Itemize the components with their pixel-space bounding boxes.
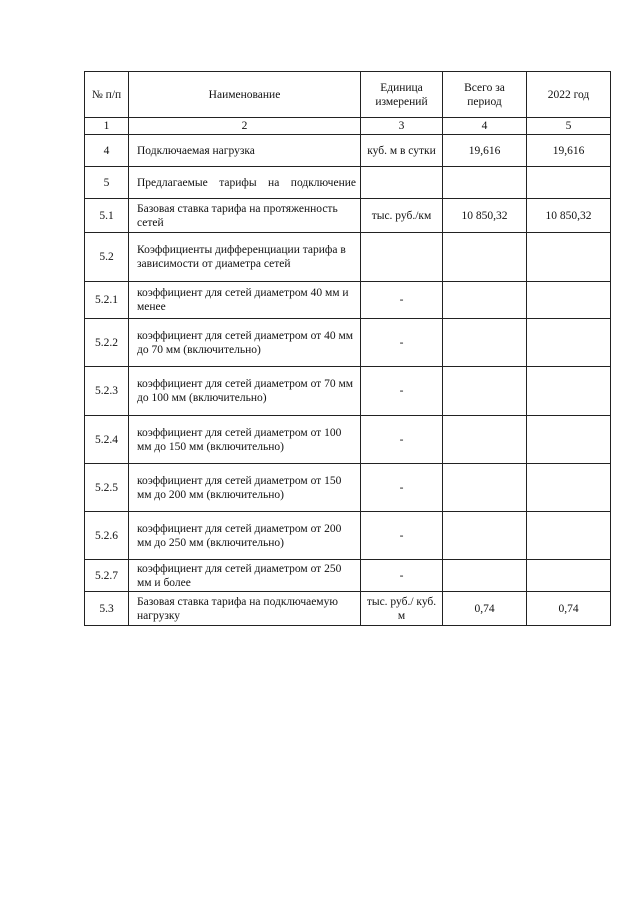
row-total: 10 850,32 bbox=[443, 199, 527, 233]
header-year: 2022 год bbox=[527, 72, 611, 118]
row-total bbox=[443, 464, 527, 512]
table-row bbox=[85, 512, 611, 560]
row-year bbox=[527, 560, 611, 592]
row-year bbox=[527, 464, 611, 512]
row-name: Предлагаемые тарифы на подключение bbox=[129, 167, 361, 199]
row-name: Базовая ставка тарифа на подключаемую нагрузку bbox=[129, 592, 361, 626]
row-num: 4 bbox=[85, 135, 129, 167]
row-name: коэффициент для сетей диаметром от 200 мм до 250 мм (включительно) bbox=[129, 512, 361, 560]
table-row bbox=[85, 233, 611, 282]
row-year: 19,616 bbox=[527, 135, 611, 167]
row-unit: тыс. руб./км bbox=[361, 199, 443, 233]
row-total bbox=[443, 282, 527, 319]
row-total bbox=[443, 367, 527, 416]
header-name: Наименование bbox=[129, 72, 361, 118]
row-name: Базовая ставка тарифа на протяженность сетей bbox=[129, 199, 361, 233]
column-index-row bbox=[85, 118, 611, 135]
row-num: 5.2.1 bbox=[85, 282, 129, 319]
row-year bbox=[527, 233, 611, 282]
row-year bbox=[527, 367, 611, 416]
index-cell: 5 bbox=[527, 118, 611, 135]
row-total bbox=[443, 319, 527, 367]
row-num: 5.2.2 bbox=[85, 319, 129, 367]
table-row bbox=[85, 464, 611, 512]
row-unit bbox=[361, 233, 443, 282]
index-cell: 2 bbox=[129, 118, 361, 135]
table-row bbox=[85, 135, 611, 167]
row-num: 5.1 bbox=[85, 199, 129, 233]
row-unit: - bbox=[361, 282, 443, 319]
table-row bbox=[85, 319, 611, 367]
row-unit: - bbox=[361, 367, 443, 416]
row-year bbox=[527, 416, 611, 464]
row-num: 5.3 bbox=[85, 592, 129, 626]
row-name: коэффициент для сетей диаметром от 100 мм до 150 мм (включительно) bbox=[129, 416, 361, 464]
row-total bbox=[443, 416, 527, 464]
table-row bbox=[85, 560, 611, 592]
table-header-row bbox=[85, 72, 611, 118]
row-unit: - bbox=[361, 319, 443, 367]
row-total: 0,74 bbox=[443, 592, 527, 626]
row-year bbox=[527, 167, 611, 199]
row-total bbox=[443, 512, 527, 560]
table-row bbox=[85, 367, 611, 416]
row-name: коэффициент для сетей диаметром 40 мм и менее bbox=[129, 282, 361, 319]
row-total bbox=[443, 233, 527, 282]
row-name: коэффициент для сетей диаметром от 40 мм до 70 мм (включительно) bbox=[129, 319, 361, 367]
index-cell: 3 bbox=[361, 118, 443, 135]
row-unit: - bbox=[361, 512, 443, 560]
index-cell: 4 bbox=[443, 118, 527, 135]
table-row bbox=[85, 167, 611, 199]
index-cell: 1 bbox=[85, 118, 129, 135]
row-num: 5.2.6 bbox=[85, 512, 129, 560]
row-name: Подключаемая нагрузка bbox=[129, 135, 361, 167]
table-row bbox=[85, 199, 611, 233]
row-name: коэффициент для сетей диаметром от 150 мм до 200 мм (включительно) bbox=[129, 464, 361, 512]
row-unit bbox=[361, 167, 443, 199]
table-row bbox=[85, 592, 611, 626]
table-row bbox=[85, 282, 611, 319]
row-year: 0,74 bbox=[527, 592, 611, 626]
table-row bbox=[85, 416, 611, 464]
row-total: 19,616 bbox=[443, 135, 527, 167]
row-year bbox=[527, 319, 611, 367]
row-unit: - bbox=[361, 464, 443, 512]
row-num: 5 bbox=[85, 167, 129, 199]
row-total bbox=[443, 560, 527, 592]
row-name: коэффициент для сетей диаметром от 70 мм до 100 мм (включительно) bbox=[129, 367, 361, 416]
row-num: 5.2.7 bbox=[85, 560, 129, 592]
row-total bbox=[443, 167, 527, 199]
row-year bbox=[527, 282, 611, 319]
row-num: 5.2.3 bbox=[85, 367, 129, 416]
row-unit: куб. м в сутки bbox=[361, 135, 443, 167]
row-unit: тыс. руб./ куб. м bbox=[361, 592, 443, 626]
row-year: 10 850,32 bbox=[527, 199, 611, 233]
row-num: 5.2.5 bbox=[85, 464, 129, 512]
row-num: 5.2.4 bbox=[85, 416, 129, 464]
row-num: 5.2 bbox=[85, 233, 129, 282]
row-unit: - bbox=[361, 560, 443, 592]
header-num: № п/п bbox=[85, 72, 129, 118]
header-total: Всего за период bbox=[443, 72, 527, 118]
row-year bbox=[527, 512, 611, 560]
row-unit: - bbox=[361, 416, 443, 464]
row-name: Коэффициенты дифференциации тарифа в зависимости от диаметра сетей bbox=[129, 233, 361, 282]
header-unit: Единица измерений bbox=[361, 72, 443, 118]
tariff-table bbox=[84, 71, 611, 626]
row-name: коэффициент для сетей диаметром от 250 мм и более bbox=[129, 560, 361, 592]
